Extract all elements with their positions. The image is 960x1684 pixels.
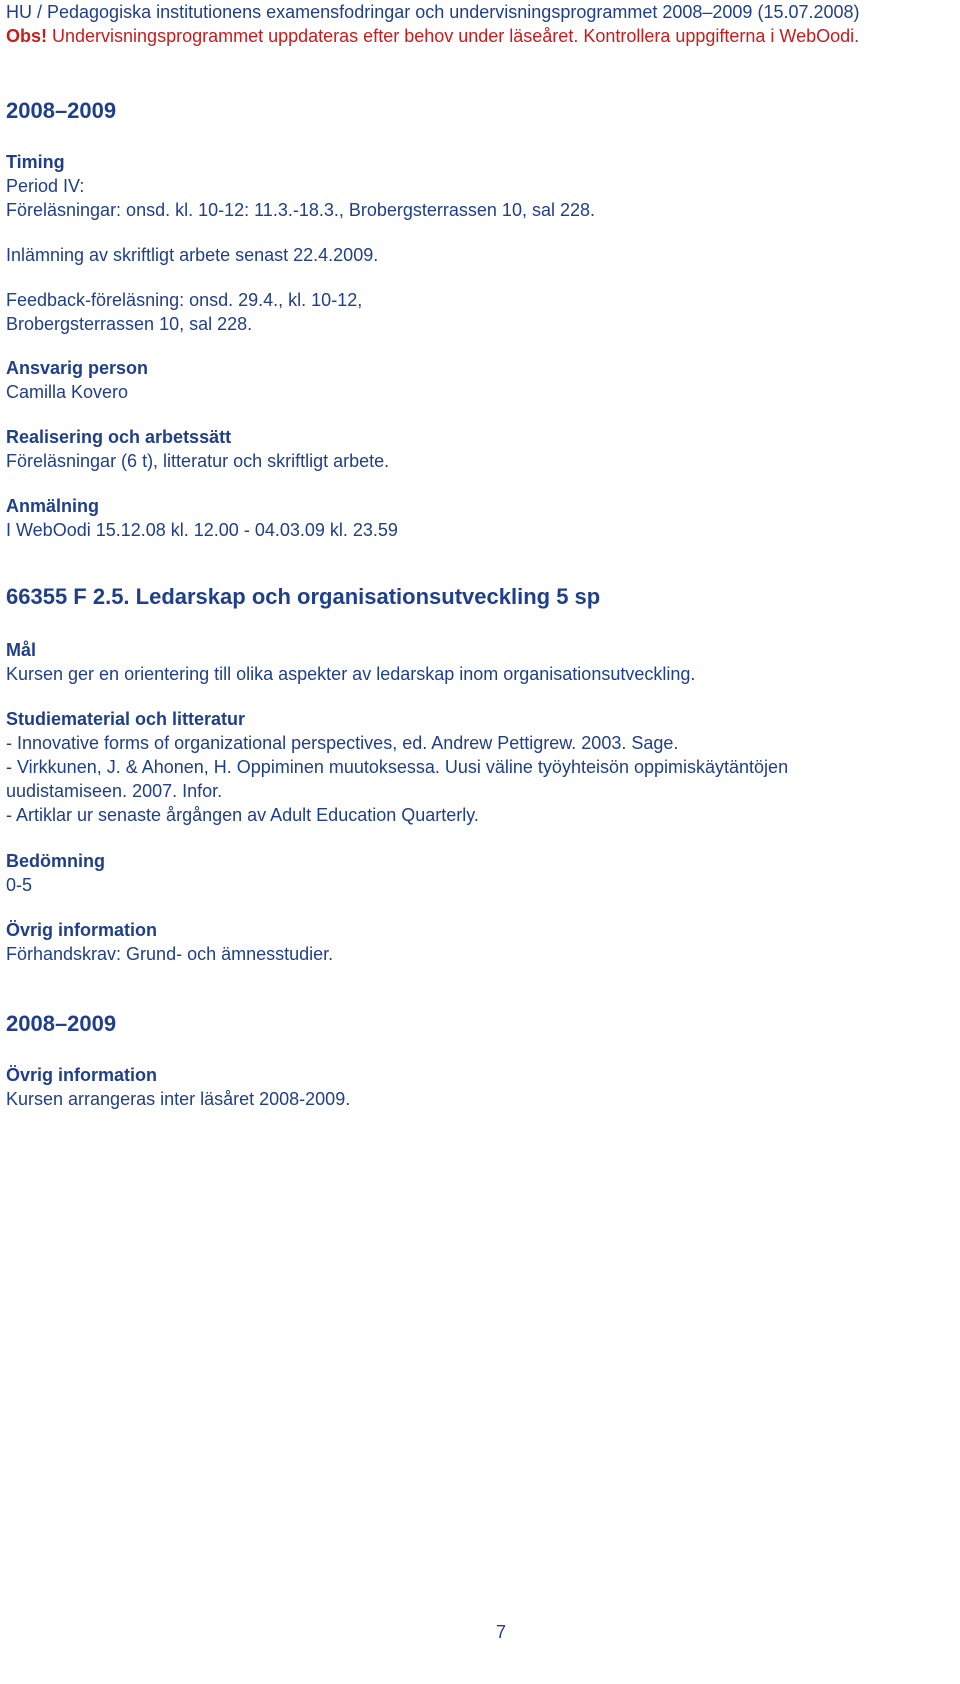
responsible-value: Camilla Kovero xyxy=(6,382,129,402)
timing-heading: Timing xyxy=(6,152,65,172)
literature-heading: Studiematerial och litteratur xyxy=(6,709,246,729)
method-value: Föreläsningar (6 t), litteratur och skriftligt arbete. xyxy=(6,451,390,471)
method-heading: Realisering och arbetssätt xyxy=(6,427,232,447)
notice xyxy=(6,26,859,48)
timing-line: Period IV: xyxy=(6,176,85,196)
literature-line: - Innovative forms of organizational perspectives, ed. Andrew Pettigrew. 2003. Sage. xyxy=(6,733,679,753)
literature-line: uudistamiseen. 2007. Infor. xyxy=(6,781,223,801)
notice-label: Obs! xyxy=(6,26,48,46)
other-info-heading: Övrig information xyxy=(6,1065,158,1085)
literature-line: - Virkkunen, J. & Ahonen, H. Oppiminen muutoksessa. Uusi väline työyhteisön oppimiskäytäntöjen xyxy=(6,757,789,777)
responsible-heading: Ansvarig person xyxy=(6,358,149,378)
other-info-heading: Övrig information xyxy=(6,920,158,940)
registration-heading: Anmälning xyxy=(6,496,99,516)
timing-line: Inlämning av skriftligt arbete senast 22.4.2009. xyxy=(6,245,379,265)
page-number: 7 xyxy=(496,1622,507,1642)
registration-value: I WebOodi 15.12.08 kl. 12.00 - 04.03.09 kl. 23.59 xyxy=(6,520,398,540)
timing-line: Brobergsterrassen 10, sal 228. xyxy=(6,314,253,334)
goal-value: Kursen ger en orientering till olika aspekter av ledarskap inom organisationsutveckling. xyxy=(6,664,696,684)
goal-heading: Mål xyxy=(6,640,37,660)
year-heading: 2008–2009 xyxy=(6,98,117,123)
other-info-value: Förhandskrav: Grund- och ämnesstudier. xyxy=(6,944,334,964)
other-info-value: Kursen arrangeras inter läsåret 2008-2009. xyxy=(6,1089,351,1109)
timing-line: Feedback-föreläsning: onsd. 29.4., kl. 10-12, xyxy=(6,290,363,310)
course-title: 66355 F 2.5. Ledarskap och organisationsutveckling 5 sp xyxy=(6,584,601,609)
breadcrumb: HU / Pedagogiska institutionens examensfodringar och undervisningsprogrammet 2008–2009 (15.07.2008) xyxy=(6,2,860,22)
literature-line: - Artiklar ur senaste årgången av Adult Education Quarterly. xyxy=(6,805,479,825)
assessment-value: 0-5 xyxy=(6,875,33,895)
notice-text: Undervisningsprogrammet uppdateras efter behov under läseåret. Kontrollera uppgifterna i WebOodi. xyxy=(47,26,860,46)
assessment-heading: Bedömning xyxy=(6,851,105,871)
timing-line: Föreläsningar: onsd. kl. 10-12: 11.3.-18.3., Brobergsterrassen 10, sal 228. xyxy=(6,200,595,220)
year-heading: 2008–2009 xyxy=(6,1011,117,1036)
